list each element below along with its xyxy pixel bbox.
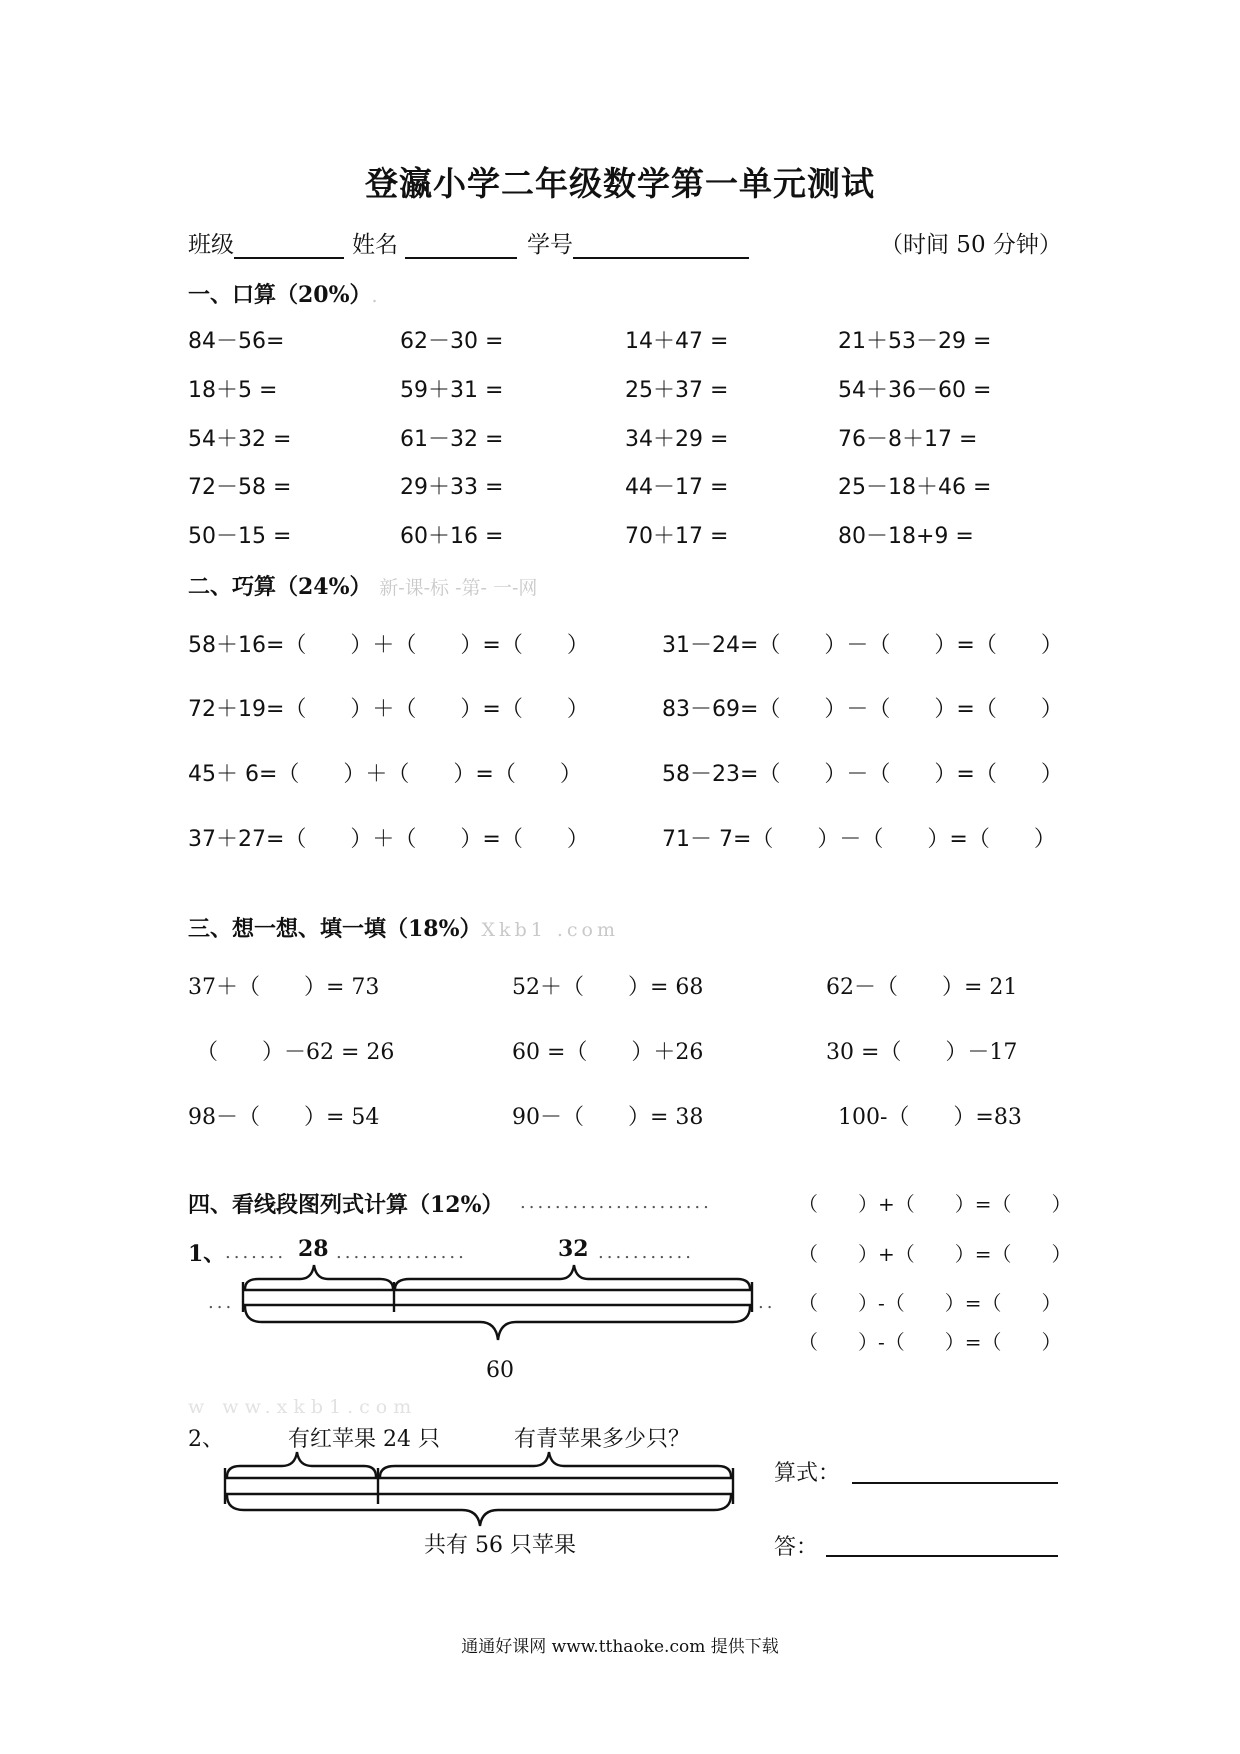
- fill-item: （ ）－62 = 26: [196, 1040, 395, 1065]
- problem2-index: 2、: [188, 1427, 224, 1452]
- smart-item: 58－23=（ ）－（ ）=（ ）: [662, 762, 1063, 787]
- fill-item: 100-（ ）=83: [838, 1105, 1022, 1130]
- answer-row: （ ）-（ ）=（ ）: [798, 1330, 1062, 1354]
- dotted-leader: ...........: [598, 1242, 694, 1263]
- name-label: 姓名: [352, 232, 398, 258]
- brace-top-right: [395, 1265, 750, 1289]
- mental-item: 54＋32 =: [188, 427, 292, 452]
- dotted-leader: ..: [758, 1292, 776, 1313]
- mental-item: 25－18＋46 =: [838, 475, 992, 500]
- section3-heading: 三、想一想、填一填（18%）Xkb1 .com: [188, 916, 619, 942]
- smart-item: 71－ 7=（ ）－（ ）=（ ）: [662, 827, 1056, 852]
- smart-item: 37＋27=（ ）＋（ ）=（ ）: [188, 827, 589, 852]
- number-label: 学号: [527, 232, 573, 258]
- mental-item: 76－8＋17 =: [838, 427, 978, 452]
- answer-row: （ ）-（ ）=（ ）: [798, 1291, 1062, 1315]
- mental-item: 61－32 =: [400, 427, 504, 452]
- mental-item: 21＋53－29 =: [838, 329, 992, 354]
- class-label: 班级: [188, 232, 234, 258]
- section1-heading: 一、口算（20%）.: [188, 282, 378, 308]
- segment-value-right: 32: [558, 1236, 589, 1262]
- answer-row: （ ）+（ ）=（ ）: [798, 1242, 1072, 1266]
- segment-diagram-2: [225, 1452, 733, 1526]
- dotted-leader: ......................: [520, 1192, 712, 1213]
- mental-item: 62－30 =: [400, 329, 504, 354]
- section4-heading: 四、看线段图列式计算（12%）: [188, 1192, 504, 1218]
- brace-bottom: [227, 1495, 731, 1526]
- smart-item: 72＋19=（ ）＋（ ）=（ ）: [188, 697, 589, 722]
- mental-item: 80－18+9 =: [838, 524, 974, 549]
- fill-item: 98－（ ）= 54: [188, 1105, 380, 1130]
- mental-item: 44－17 =: [625, 475, 729, 500]
- footer-credit: 通通好课网 www.tthaoke.com 提供下载: [461, 1637, 779, 1657]
- fill-item: 90－（ ）= 38: [512, 1105, 704, 1130]
- smart-item: 45＋ 6=（ ）＋（ ）=（ ）: [188, 762, 582, 787]
- mental-item: 29＋33 =: [400, 475, 504, 500]
- segment-value-left: 28: [298, 1236, 329, 1262]
- mental-item: 50－15 =: [188, 524, 292, 549]
- brace-bottom: [245, 1306, 750, 1340]
- fill-item: 60 =（ ）＋26: [512, 1040, 704, 1065]
- brace-top-left: [227, 1452, 376, 1477]
- fill-item: 30 =（ ）－17: [826, 1040, 1018, 1065]
- section2-heading: 二、巧算（24%） 新-课-标 -第- 一-网: [188, 574, 538, 600]
- mental-item: 84－56=: [188, 329, 285, 354]
- smart-item: 31－24=（ ）－（ ）=（ ）: [662, 633, 1063, 658]
- brace-top-right: [380, 1452, 731, 1477]
- formula-label: 算式：: [774, 1461, 841, 1486]
- answer-label: 答：: [774, 1535, 819, 1560]
- answer-row: （ ）+（ ）=（ ）: [798, 1192, 1072, 1216]
- answer-lines: [826, 1483, 1058, 1556]
- time-limit: （时间 50 分钟）: [880, 232, 1062, 258]
- fill-item: 62－（ ）= 21: [826, 975, 1018, 1000]
- dotted-leader: ...............: [336, 1242, 467, 1263]
- fill-item: 52＋（ ）= 68: [512, 975, 704, 1000]
- mental-item: 14＋47 =: [625, 329, 729, 354]
- segment-diagram-1: [243, 1265, 752, 1340]
- mental-item: 72－58 =: [188, 475, 292, 500]
- dotted-leader: .......: [225, 1242, 287, 1263]
- dotted-leader: ...: [208, 1292, 235, 1313]
- segment-label-left: 有红苹果 24 只: [288, 1427, 440, 1452]
- fill-item: 37＋（ ）= 73: [188, 975, 380, 1000]
- segment-label-right: 有青苹果多少只？: [514, 1427, 691, 1452]
- mental-item: 25＋37 =: [625, 378, 729, 403]
- mental-item: 34＋29 =: [625, 427, 729, 452]
- watermark-text: 新-课-标 -第- 一-网: [379, 577, 538, 599]
- smart-item: 83－69=（ ）－（ ）=（ ）: [662, 697, 1063, 722]
- watermark-text: Xkb1 .com: [481, 919, 619, 941]
- problem1-index: 1、: [188, 1241, 226, 1267]
- mental-item: 59＋31 =: [400, 378, 504, 403]
- watermark-text: w ww.xkb1.com: [188, 1396, 418, 1418]
- mental-item: 54＋36－60 =: [838, 378, 992, 403]
- brace-top-left: [245, 1265, 393, 1289]
- segment-total-label: 共有 56 只苹果: [424, 1533, 576, 1558]
- segment-total: 60: [486, 1358, 514, 1383]
- mental-item: 60＋16 =: [400, 524, 504, 549]
- mental-item: 18＋5 =: [188, 378, 278, 403]
- smart-item: 58＋16=（ ）＋（ ）=（ ）: [188, 633, 589, 658]
- mental-item: 70＋17 =: [625, 524, 729, 549]
- page-title: 登瀛小学二年级数学第一单元测试: [365, 164, 875, 203]
